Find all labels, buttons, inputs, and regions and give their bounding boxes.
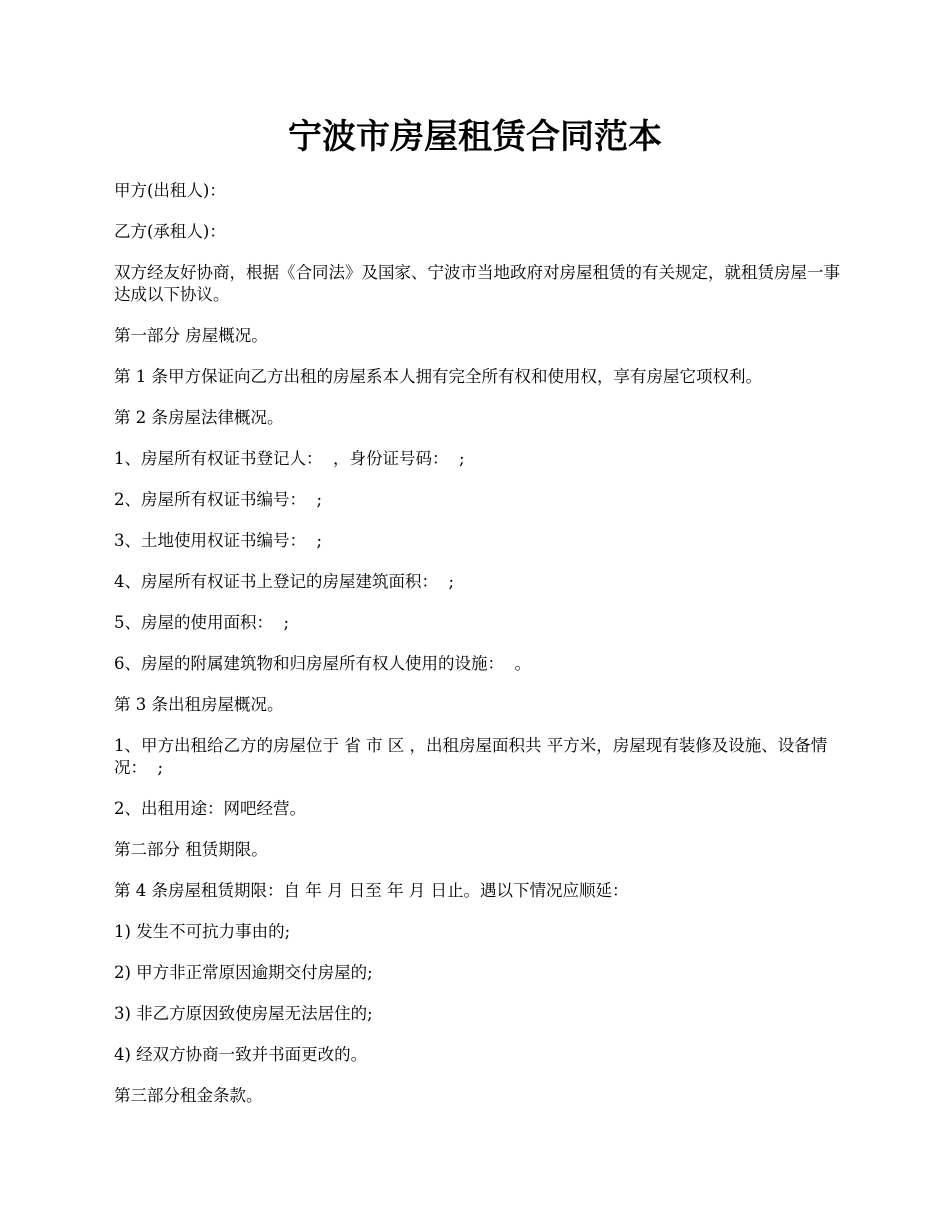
article-2-item-6: 6、房屋的附属建筑物和归房屋所有权人使用的设施： 。 (114, 654, 531, 673)
article-3-item-2: 2、出租用途：网吧经营。 (114, 799, 306, 818)
article-2-item-2: 2、房屋所有权证书编号： ; (114, 490, 323, 509)
article-4-item-1: 1) 发生不可抗力事由的; (114, 922, 291, 941)
preamble-paragraph: 双方经友好协商，根据《合同法》及国家、宁波市当地政府对房屋租赁的有关规定，就租赁房屋一事达成以下协议。 (114, 263, 840, 304)
article-2-item-3: 3、土地使用权证书编号： ; (114, 531, 323, 550)
article-2: 第 2 条房屋法律概况。 (114, 408, 284, 427)
article-1: 第 1 条甲方保证向乙方出租的房屋系本人拥有完全所有权和使用权，享有房屋它项权利。 (114, 367, 762, 386)
article-4: 第 4 条房屋租赁期限：自 年 月 日至 年 月 日止。遇以下情况应顺延： (114, 881, 629, 900)
document-body (114, 180, 854, 1126)
section-heading-3: 第三部分租金条款。 (114, 1086, 263, 1105)
article-3-item-1: 1、甲方出租给乙方的房屋位于 省 市 区 ，出租房屋面积共 平方米，房屋现有装修及设施、设备情况： ; (114, 736, 828, 777)
article-2-item-4: 4、房屋所有权证书上登记的房屋建筑面积： ; (114, 572, 455, 591)
document-title: 宁波市房屋租赁合同范本 (288, 117, 662, 157)
article-4-item-2: 2) 甲方非正常原因逾期交付房屋的; (114, 963, 373, 982)
article-2-item-1: 1、房屋所有权证书登记人： ，身份证号码： ; (114, 449, 465, 468)
party-b-line: 乙方(承租人)： (114, 222, 226, 241)
article-4-item-4: 4) 经双方协商一致并书面更改的。 (114, 1045, 368, 1064)
party-a-line: 甲方(出租人)： (114, 181, 226, 200)
article-2-item-5: 5、房屋的使用面积： ; (114, 613, 290, 632)
section-heading-2: 第二部分 租赁期限。 (114, 840, 268, 859)
article-4-item-3: 3) 非乙方原因致使房屋无法居住的; (114, 1004, 373, 1023)
section-heading-1: 第一部分 房屋概况。 (114, 326, 268, 345)
article-3: 第 3 条出租房屋概况。 (114, 695, 284, 714)
